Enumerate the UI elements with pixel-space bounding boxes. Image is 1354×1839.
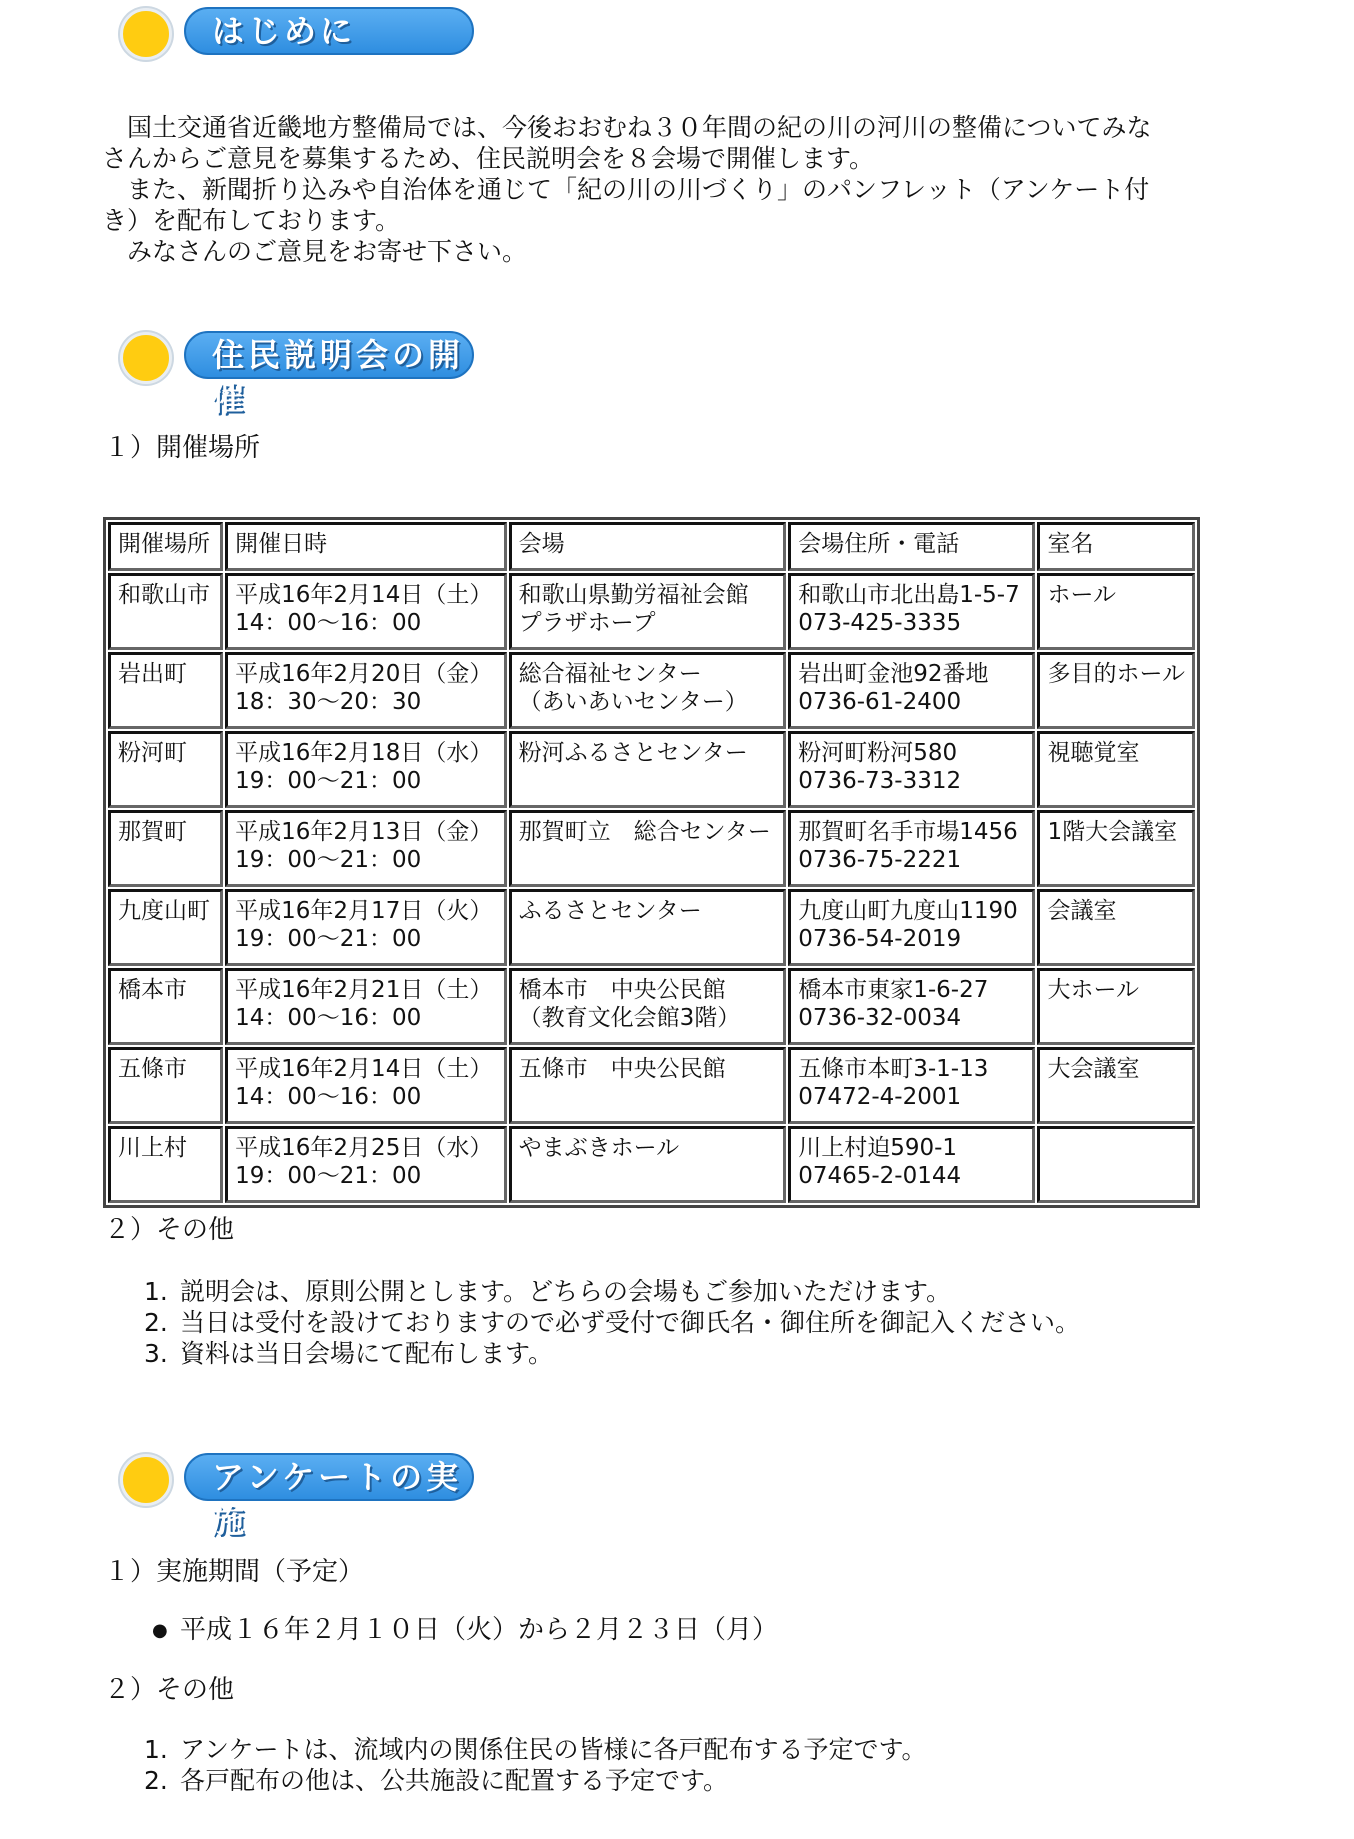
room-cell (1037, 1126, 1195, 1203)
time-text: 14：00～16：00 (235, 610, 422, 636)
header-cell: 会場 (509, 522, 787, 571)
place-cell: 粉河町 (108, 731, 223, 808)
list-number: 2. (144, 1766, 168, 1795)
room-cell: 1階大会議室 (1037, 810, 1195, 887)
intro-line: 国土交通省近畿地方整備局では、今後おおむね３０年間の紀の川の河川の整備についてみな (102, 113, 1152, 142)
venue-text: （教育文化会館3階） (518, 1005, 741, 1031)
table-row (108, 968, 1195, 1045)
subheading-survey-other: ２）その他 (104, 1675, 235, 1705)
venue-text: 那賀町立 総合センター (518, 819, 771, 845)
venue-cell (509, 652, 787, 729)
room-cell: 会議室 (1037, 889, 1195, 966)
address-text: 橋本市東家1-6-27 (798, 977, 989, 1003)
time-text: 19：00～21：00 (235, 768, 422, 794)
datetime-cell (225, 810, 506, 887)
period-text: 平成１６年２月１０日（火）から２月２３日（月） (180, 1615, 779, 1645)
table-row (108, 889, 1195, 966)
list-text: 資料は当日会場にて配布します。 (180, 1339, 554, 1368)
table-row (108, 573, 1195, 650)
bullet-dot-icon: ● (152, 1620, 168, 1641)
bullet-circle-icon (120, 1454, 172, 1506)
section-title: はじめに (184, 7, 474, 55)
bullet-circle-icon (120, 332, 172, 384)
venue-text: 総合福祉センター (518, 661, 702, 687)
datetime-cell (225, 731, 506, 808)
header-cell: 会場住所・電話 (788, 522, 1035, 571)
date-text: 平成16年2月14日（土） (235, 582, 493, 608)
datetime-cell (225, 889, 506, 966)
subheading-period: １）実施期間（予定） (104, 1557, 365, 1587)
room-cell: 視聴覚室 (1037, 731, 1195, 808)
list-item (144, 1765, 927, 1796)
list-item (144, 1276, 1080, 1307)
list-number: 2. (144, 1308, 168, 1337)
table-row (108, 810, 1195, 887)
header-cell: 室名 (1037, 522, 1195, 571)
period-bullet-item (152, 1614, 778, 1647)
address-text: 五條市本町3-1-13 (798, 1056, 989, 1082)
list-number: 1. (144, 1277, 168, 1306)
date-text: 平成16年2月21日（土） (235, 977, 493, 1003)
address-text: 那賀町名手市場1456 (798, 819, 1018, 845)
time-text: 14：00～16：00 (235, 1084, 422, 1110)
intro-line: き）を配布しております。 (102, 206, 401, 235)
time-text: 19：00～21：00 (235, 1163, 422, 1189)
venue-table (103, 517, 1200, 1208)
phone-text: 073-425-3335 (798, 610, 962, 636)
datetime-cell (225, 652, 506, 729)
address-cell (788, 652, 1035, 729)
list-text: 各戸配布の他は、公共施設に配置する予定です。 (180, 1766, 729, 1795)
time-text: 19：00～21：00 (235, 847, 422, 873)
date-text: 平成16年2月18日（水） (235, 740, 493, 766)
phone-text: 07472-4-2001 (798, 1084, 962, 1110)
section-title: アンケートの実施 (184, 1453, 474, 1501)
venue-cell (509, 1047, 787, 1124)
section-heading-meeting (120, 326, 480, 418)
phone-text: 0736-61-2400 (798, 689, 962, 715)
venue-cell (509, 731, 787, 808)
place-cell: 橋本市 (108, 968, 223, 1045)
venue-cell (509, 810, 787, 887)
venue-cell (509, 1126, 787, 1203)
list-text: 説明会は、原則公開とします。どちらの会場もご参加いただけます。 (180, 1277, 952, 1306)
place-cell: 那賀町 (108, 810, 223, 887)
list-item (144, 1338, 1080, 1369)
datetime-cell (225, 1047, 506, 1124)
survey-notes-list (144, 1734, 927, 1796)
address-cell (788, 889, 1035, 966)
section-title: 住民説明会の開催 (184, 331, 474, 379)
place-cell: 五條市 (108, 1047, 223, 1124)
meeting-notes-list (144, 1276, 1080, 1369)
time-text: 19：00～21：00 (235, 926, 422, 952)
room-cell: 多目的ホール (1037, 652, 1195, 729)
date-text: 平成16年2月17日（火） (235, 898, 493, 924)
phone-text: 0736-75-2221 (798, 847, 962, 873)
list-item (144, 1734, 927, 1765)
list-number: 1. (144, 1735, 168, 1764)
venue-cell (509, 573, 787, 650)
list-item (144, 1307, 1080, 1338)
venue-text: （あいあいセンター） (518, 689, 748, 715)
date-text: 平成16年2月20日（金） (235, 661, 493, 687)
intro-paragraph (102, 112, 1282, 267)
list-text: アンケートは、流域内の関係住民の皆様に各戸配布する予定です。 (180, 1735, 927, 1764)
table-row (108, 1047, 1195, 1124)
time-text: 18：30～20：30 (235, 689, 422, 715)
address-text: 粉河町粉河580 (798, 740, 958, 766)
venue-text: 和歌山県勤労福祉会館 (518, 582, 749, 608)
date-text: 平成16年2月25日（水） (235, 1135, 493, 1161)
venue-cell (509, 889, 787, 966)
date-text: 平成16年2月14日（土） (235, 1056, 493, 1082)
room-cell: 大ホール (1037, 968, 1195, 1045)
address-text: 九度山町九度山1190 (798, 898, 1018, 924)
venue-text: ふるさとセンター (518, 898, 702, 924)
phone-text: 0736-32-0034 (798, 1005, 962, 1031)
datetime-cell (225, 968, 506, 1045)
venue-cell (509, 968, 787, 1045)
phone-text: 0736-54-2019 (798, 926, 962, 952)
address-text: 和歌山市北出島1-5-7 (798, 582, 1020, 608)
datetime-cell (225, 1126, 506, 1203)
intro-line: また、新聞折り込みや自治体を通じて「紀の川の川づくり」のパンフレット（アンケート付 (102, 175, 1150, 204)
place-cell: 岩出町 (108, 652, 223, 729)
address-cell (788, 731, 1035, 808)
venue-text: プラザホープ (518, 610, 656, 636)
venue-text: 五條市 中央公民館 (518, 1056, 726, 1082)
address-cell (788, 1047, 1035, 1124)
intro-line: みなさんのご意見をお寄せ下さい。 (102, 237, 528, 266)
address-cell (788, 573, 1035, 650)
address-text: 川上村迫590-1 (798, 1135, 958, 1161)
address-cell (788, 968, 1035, 1045)
subheading-venues: １）開催場所 (104, 433, 261, 463)
table-row (108, 731, 1195, 808)
section-heading-survey (120, 1448, 480, 1540)
table-row (108, 652, 1195, 729)
room-cell: ホール (1037, 573, 1195, 650)
list-number: 3. (144, 1339, 168, 1368)
venue-text: 粉河ふるさとセンター (518, 740, 748, 766)
bullet-circle-icon (120, 8, 172, 60)
phone-text: 07465-2-0144 (798, 1163, 962, 1189)
place-cell: 九度山町 (108, 889, 223, 966)
header-cell: 開催場所 (108, 522, 223, 571)
room-cell: 大会議室 (1037, 1047, 1195, 1124)
section-heading-intro (120, 2, 480, 64)
subheading-other: ２）その他 (104, 1215, 235, 1245)
time-text: 14：00～16：00 (235, 1005, 422, 1031)
date-text: 平成16年2月13日（金） (235, 819, 493, 845)
list-text: 当日は受付を設けておりますので必ず受付で御氏名・御住所を御記入ください。 (180, 1308, 1081, 1337)
place-cell: 川上村 (108, 1126, 223, 1203)
venue-text: 橋本市 中央公民館 (518, 977, 726, 1003)
intro-line: さんからご意見を募集するため、住民説明会を８会場で開催します。 (102, 144, 875, 173)
address-cell (788, 1126, 1035, 1203)
datetime-cell (225, 573, 506, 650)
address-cell (788, 810, 1035, 887)
table-header-row (108, 522, 1195, 571)
address-text: 岩出町金池92番地 (798, 661, 989, 687)
table-row (108, 1126, 1195, 1203)
place-cell: 和歌山市 (108, 573, 223, 650)
header-cell: 開催日時 (225, 522, 506, 571)
venue-text: やまぶきホール (518, 1135, 680, 1161)
phone-text: 0736-73-3312 (798, 768, 962, 794)
